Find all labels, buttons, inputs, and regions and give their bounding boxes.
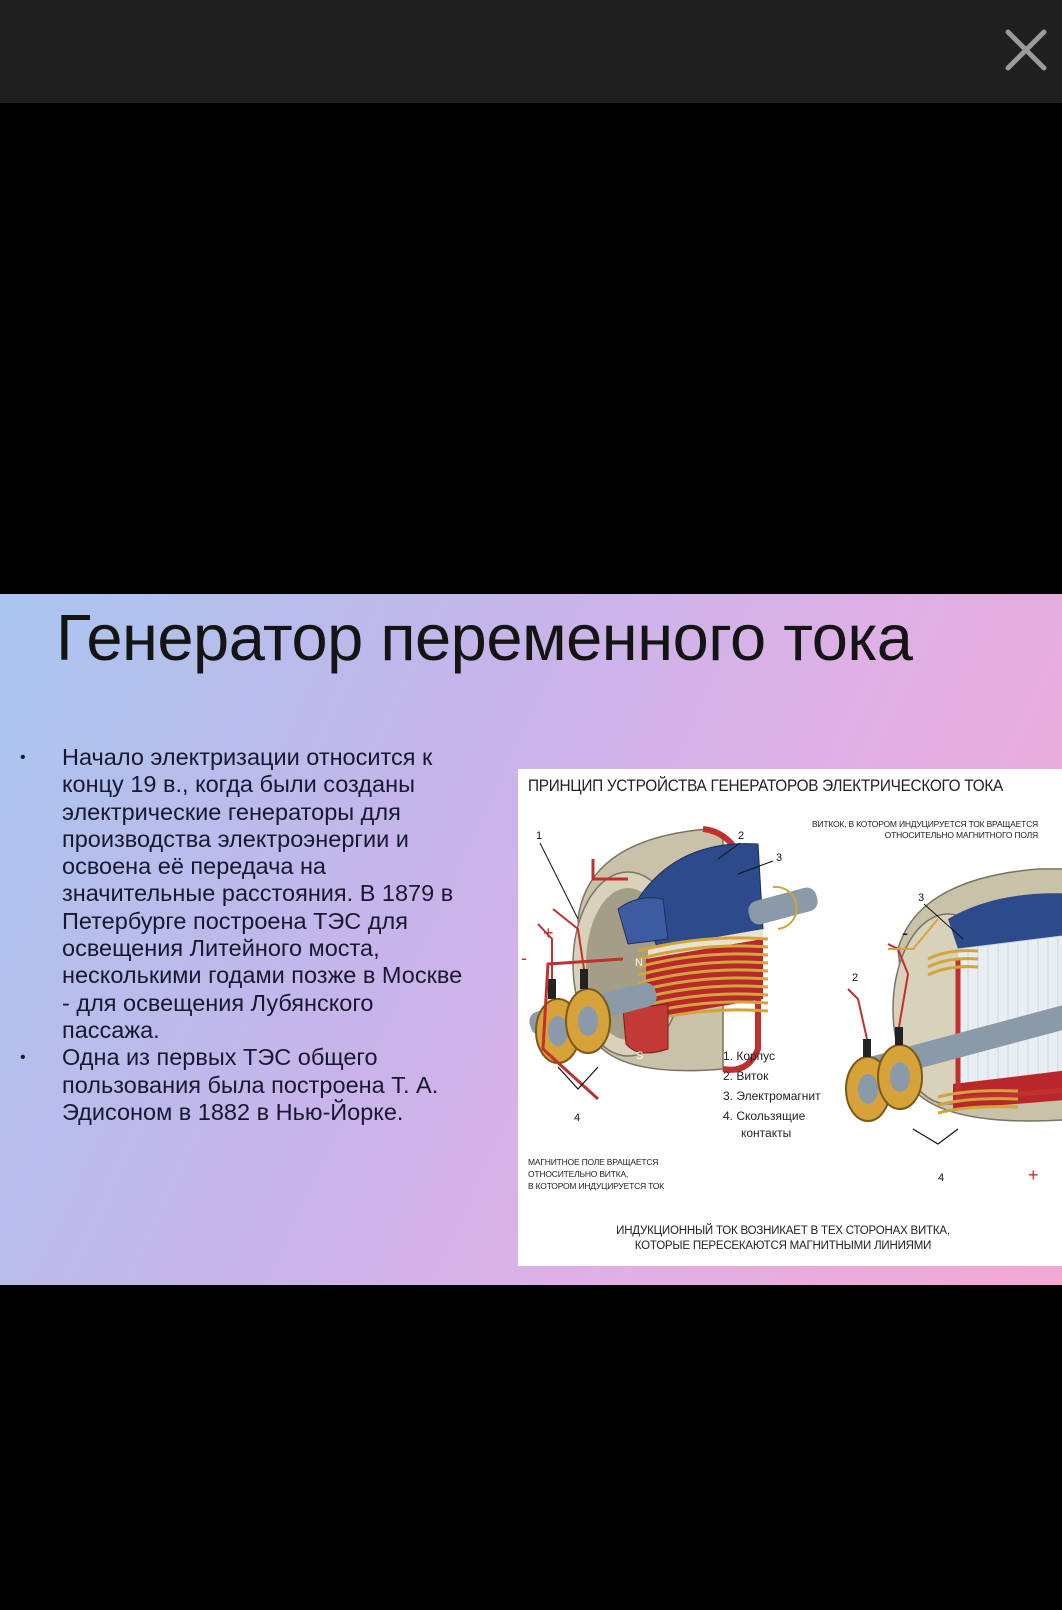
legend-item: 4. Скользящие (723, 1109, 806, 1123)
legend-item: 1. Корпус (723, 1049, 776, 1063)
polarity-minus-right: - (902, 923, 908, 943)
callout-2: 2 (738, 830, 745, 842)
legend-item-continuation: контакты (741, 1126, 792, 1140)
callout-3-right: 3 (918, 892, 925, 904)
bullet-text: Одна из первых ТЭС общего пользования была построена Т. А. Эдисоном в 1882 в Нью-Йорке. (62, 1044, 439, 1125)
bullet-marker: • (20, 749, 26, 766)
pole-s: S (636, 1050, 644, 1062)
viewer-top-bar (0, 0, 1062, 103)
callout-2-right: 2 (852, 972, 859, 984)
figure-title: ПРИНЦИП УСТРОЙСТВА ГЕНЕРАТОРОВ ЭЛЕКТРИЧЕСКОГО ТОКА (528, 777, 1003, 795)
slide-title: Генератор переменного тока (56, 601, 913, 674)
callout-3: 3 (776, 852, 783, 864)
bullet-list (18, 744, 468, 1126)
caption-line: КОТОРЫЕ ПЕРЕСЕКАЮТСЯ МАГНИТНЫМИ ЛИНИЯМИ (634, 1240, 932, 1252)
close-button[interactable] (1004, 28, 1048, 72)
bullet-item (18, 744, 468, 1044)
polarity-plus-right: + (1028, 1165, 1039, 1185)
legend-item: 2. Виток (723, 1069, 769, 1083)
legend-item: 3. Электромагнит (723, 1089, 821, 1103)
callout-1: 1 (536, 830, 543, 842)
caption-line: ИНДУКЦИОННЫЙ ТОК ВОЗНИКАЕТ В ТЕХ СТОРОНАХ ВИТКА, (616, 1225, 950, 1237)
figure-caption (518, 1224, 1048, 1254)
generator-figure (518, 769, 1062, 1266)
bullet-marker: • (20, 1049, 26, 1067)
bullet-item (18, 1044, 468, 1126)
polarity-minus: - (521, 948, 527, 968)
bullet-text: Начало электризации относится к концу 19 в., когда были созданы электрические генераторы для производства электроэнергии и освоена её передача на значительные расстояния. В 1879 в Петербурге построена ТЭС для освещения Литейного моста, несколькими годами позже в Москве - для освещения Лубянского пассажа. (62, 744, 463, 1043)
callout-4: 4 (574, 1112, 581, 1124)
pole-n: N (635, 957, 643, 969)
polarity-plus: + (543, 923, 554, 943)
right-generator-illustration (846, 869, 1062, 1144)
callout-4-right: 4 (938, 1172, 945, 1184)
close-icon (1004, 28, 1048, 72)
figure-note-left: МАГНИТНОЕ ПОЛЕ ВРАЩАЕТСЯ ОТНОСИТЕЛЬНО ВИТКА, В КОТОРОМ ИНДУЦИРУЕТСЯ ТОК (528, 1157, 664, 1191)
figure-note-right: ВИТКОК, В КОТОРОМ ИНДУЦИРУЕТСЯ ТОК ВРАЩАЕТСЯ ОТНОСИТЕЛЬНО МАГНИТНОГО ПОЛЯ (811, 819, 1038, 840)
figure-legend (723, 1046, 858, 1140)
slide-image[interactable] (0, 594, 1062, 1285)
